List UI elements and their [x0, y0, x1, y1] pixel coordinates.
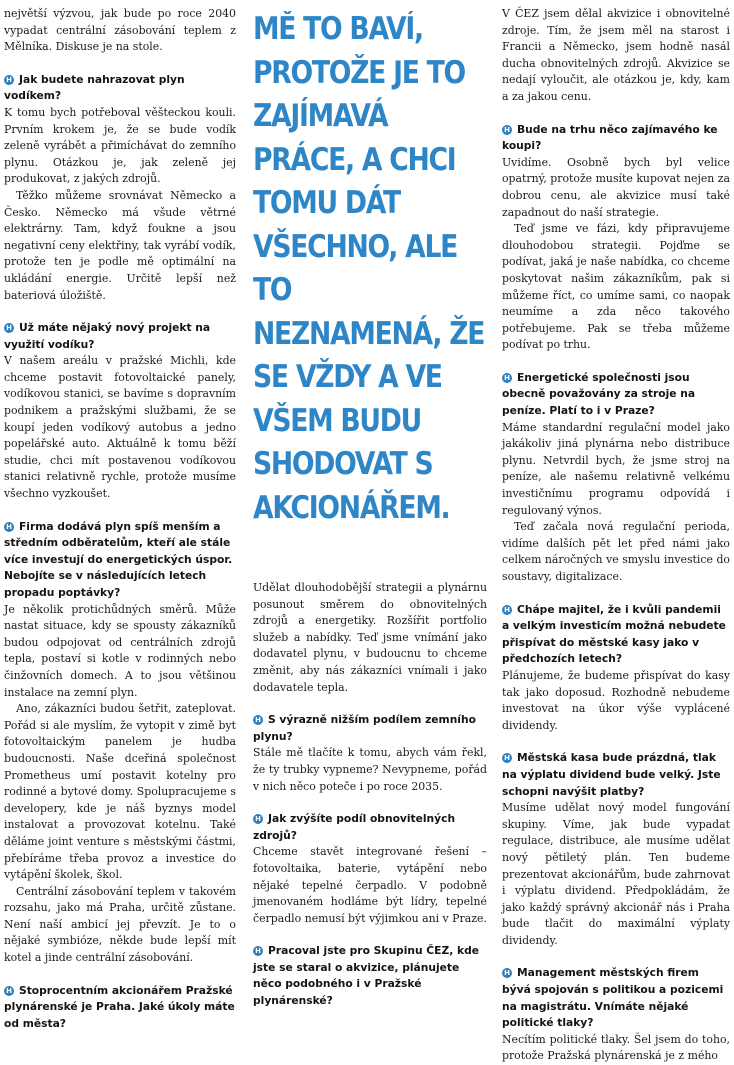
- answer-paragraph: Teď jsme ve fázi, kdy připravujeme dlouhodobou strategii. Pojďme se podívat, jaká je naše nabídka, co chceme poskytovat našim zákazníkům, pak si můžeme říct, co umíme sami, co naopak neumíme a zda něco takového potřebujeme. Pak se třeba můžeme podívat po trhu.: [502, 222, 730, 352]
- answer-paragraph: Je několik protichůdných směrů. Může nastat situace, kdy se spousty zákazníků budou odpojovat od centrálních zdrojů tepla, postaví si kotle v rodinných nebo činžovních domech. A to jsou většinou instalace na zemní plyn.: [4, 602, 236, 699]
- answer-paragraph: Centrální zásobování teplem v takovém rozsahu, jako má Praha, určitě zůstane. Není naší ambicí jej převzít. Je to o nějaké symbióze, někde bude lepší mít kotel a jinde centrální zásobování.: [4, 884, 236, 965]
- question-marker-icon: H: [253, 814, 263, 824]
- answer-paragraph: Teď začala nová regulační perioda, vidíme dalších pět let před námi jako celkem náročných ve smyslu investice do soustavy, digitalizace.: [502, 520, 730, 583]
- paragraph: největší výzvou, jak bude po roce 2040 vypadat centrální zásobování teplem z Mělníka. Diskuse je na stole.: [4, 7, 236, 54]
- interview-question: [502, 965, 730, 1031]
- interview-question: [4, 519, 236, 602]
- interview-question: [4, 72, 236, 105]
- question-text: Stoprocentním akcionářem Pražské plynárenské je Praha. Jaké úkoly máte od města?: [4, 983, 235, 1030]
- answer-paragraph: Ano, zákazníci budou šetřit, zateplovat. Pořád si ale myslím, že vytopit v zimě byt fotovoltaickým panelem je hudba budoucnosti. Naše dceřiná společnost Prometheus umí postavit kotelny pro rodinné a bytové domy. Spolupracujeme s developery, kde je náš byznys model instalovat a provozovat kotelnu. Také děláme joint venture s městskými částmi, přebíráme třeba provoz a investice do vytápění školek, škol.: [4, 702, 236, 882]
- interview-question: [502, 602, 730, 668]
- column-middle: [253, 6, 487, 1012]
- question-marker-icon: H: [4, 323, 14, 333]
- question-text: Bude na trhu něco zajímavého ke koupi?: [502, 122, 718, 153]
- interview-question: [253, 811, 487, 844]
- question-marker-icon: H: [502, 968, 512, 978]
- question-text: Chápe majitel, že i kvůli pandemii a velkým investicím možná nebudete přispívat do městské kasy jako v předchozích letech?: [502, 602, 726, 666]
- column-left: [4, 6, 236, 1032]
- question-text: S výrazně nižším podílem zemního plynu?: [253, 713, 476, 743]
- question-marker-icon: H: [253, 946, 263, 956]
- answer-paragraph: Plánujeme, že budeme přispívat do kasy tak jako doposud. Rozhodně nebudeme investovat na úkor výše vyplácené dividendy.: [502, 668, 730, 732]
- question-text: Energetické společnosti jsou obecně považovány za stroje na peníze. Platí to i v Praze?: [502, 370, 696, 418]
- question-marker-icon: H: [502, 373, 512, 383]
- question-text: Už máte nějaký nový projekt na využití vodíku?: [4, 321, 211, 351]
- answer-paragraph: V ČEZ jsem dělal akvizice i obnovitelné zdroje. Tím, že jsem měl na starost i Francii a Německo, jsem hodně nasál ducha obnovitelných zdrojů. Akvizice se nedají vyloučit, ale otázkou je, kdy, kam a za jakou cenu.: [502, 7, 730, 103]
- question-marker-icon: H: [502, 125, 512, 135]
- interview-question: [253, 712, 487, 745]
- question-marker-icon: H: [502, 605, 512, 615]
- interview-question: [502, 370, 730, 420]
- question-marker-icon: H: [253, 715, 263, 725]
- answer-paragraph: Chceme stavět integrované řešení – fotovoltaika, baterie, vytápění nebo nějaké tepelné čerpadlo. V podobně jmenovaném hodláme být lídry, tepelné čerpadlo nemusí být výjimkou ani v Praze.: [253, 845, 487, 925]
- column-right: [502, 6, 730, 1065]
- column-middle-text: [253, 580, 487, 1010]
- question-text: Firma dodává plyn spíš menším a středním odběratelům, kteří ale stále více investují do energetických úspor. Nebojíte se v následujících letech propadu poptávky?: [4, 519, 233, 599]
- pull-quote: MĚ TO BAVÍ, PROTOŽE JE TO ZAJÍMAVÁ PRÁCE, A CHCI TOMU DÁT VŠECHNO, ALE TO NEZNAMENÁ, ŽE SE VŽDY A VE VŠEM BUDU SHODOVAT S AKCIONÁŘEM.: [253, 11, 485, 526]
- question-marker-icon: H: [502, 753, 512, 763]
- interview-question: [502, 750, 730, 800]
- answer-paragraph: Stále mě tlačíte k tomu, abych vám řekl, že ty trubky vypneme? Nevypneme, pořád v nich něco poteče i po roce 2035.: [253, 746, 487, 793]
- question-text: Městská kasa bude prázdná, tlak na výplatu dividend bude velký. Jste schopni navýšit platby?: [502, 751, 721, 798]
- answer-paragraph: Těžko můžeme srovnávat Německo a Česko. Německo má všude větrné elektrárny. Tam, když foukne a jsou negativní ceny elektřiny, tak vyrábí vodík, protože ten je podle mě optimální na ukládání energie. Určitě lepší než bateriová úložiště.: [4, 188, 236, 302]
- answer-paragraph: Musíme udělat nový model fungování skupiny. Víme, jak bude vypadat regulace, distribuce, ale musíme udělat nový pětiletý plán. Ten budeme prezentovat akcionářům, bude zahrnovat i výplatu dividend. Předpokládám, že jako každý správný akcionář nás i Praha bude tlačit do maximální výplaty dividendy.: [502, 801, 730, 947]
- question-text: Pracoval jste pro Skupinu ČEZ, kde jste se staral o akvizice, plánujete něco podobného i v Pražské plynárenské?: [253, 944, 479, 1008]
- interview-question: [4, 983, 236, 1033]
- answer-paragraph: K tomu bych potřeboval věšteckou kouli. Prvním krokem je, že se bude vodík zeleně vyrábět a přimíchávat do zemního plynu. Otázkou je, jak zeleně jej produkovat, z jakých zdrojů.: [4, 105, 236, 186]
- answer-paragraph: V našem areálu v pražské Michli, kde chceme postavit fotovoltaické panely, vodíkovou stanici, se bavíme s dopravním podnikem a pražskými službami, že se koupí jeden vodíkový autobus a jedno popelářské auto. Aktuálně k tomu běží studie, chci mít postavenou vodíkovou stanici relativně rychle, protože musíme všechno vyzkoušet.: [4, 354, 236, 501]
- interview-question: [253, 943, 487, 1009]
- answer-paragraph: Máme standardní regulační model jako jakákoliv jiná plynárna nebo distribuce plynu. Netvrdil bych, že jsme stroj na peníze, ale našemu relativně velkému investičnímu programu odpovídá i regulovaný výnos.: [502, 420, 730, 517]
- question-marker-icon: H: [4, 986, 14, 996]
- answer-paragraph: Necítím politické tlaky. Šel jsem do toho, protože Pražská plynárenská je z mého: [502, 1032, 730, 1063]
- answer-paragraph: Uvidíme. Osobně bych byl velice opatrný, protože musíte kupovat nejen za dobrou cenu, ale akvizice musí také zapadnout do naší strategie.: [502, 155, 730, 219]
- question-text: Jak budete nahrazovat plyn vodíkem?: [4, 72, 185, 103]
- question-text: Management městských firem bývá spojován s politikou a pozicemi na magistrátu. Vnímáte nějaké politické tlaky?: [502, 966, 724, 1030]
- answer-paragraph: Udělat dlouhodobější strategii a plynárnu posunout směrem do obnovitelných zdrojů a energetiky. Rozšířit portfolio služeb a nabídky. Teď jsme vnímání jako dodavatel plynu, v budoucnu to chceme změnit, aby nás zákazníci vnímali i jako dodavatele tepla.: [253, 581, 487, 694]
- question-marker-icon: H: [4, 522, 14, 532]
- interview-question: [4, 320, 236, 353]
- interview-question: [502, 122, 730, 155]
- question-text: Jak zvýšíte podíl obnovitelných zdrojů?: [253, 812, 456, 842]
- question-marker-icon: H: [4, 75, 14, 85]
